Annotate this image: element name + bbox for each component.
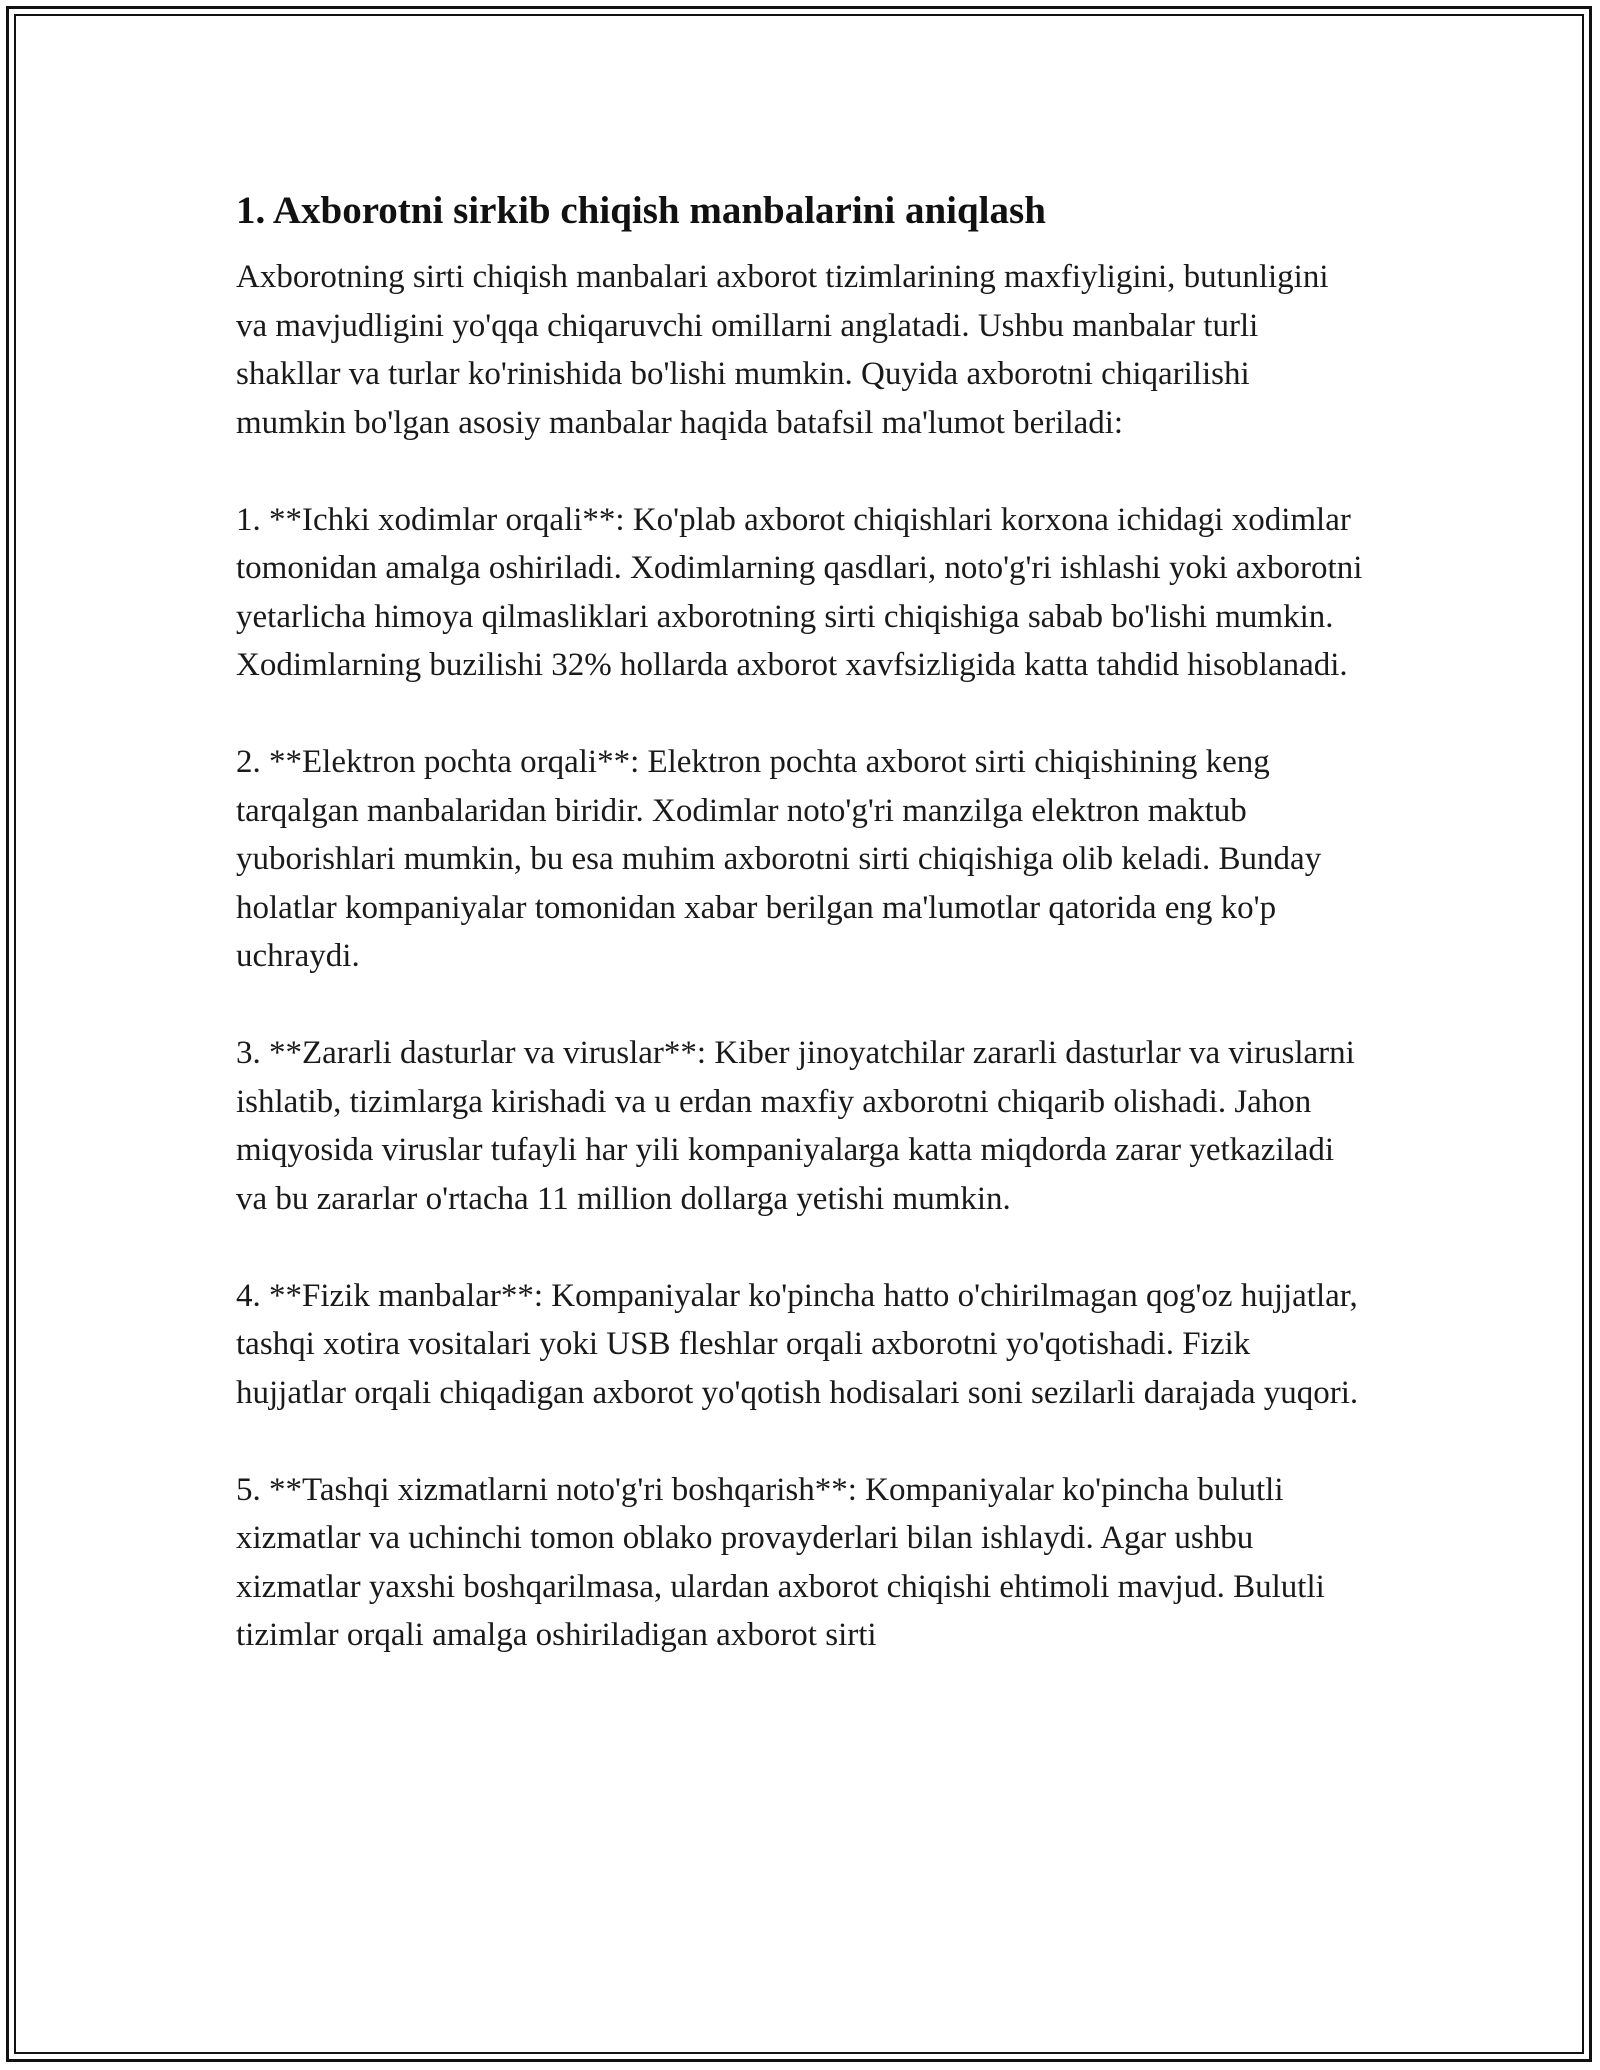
list-item-email: 2. **Elektron pochta orqali**: Elektron pochta axborot sirti chiqishining keng tarqalgan manbalaridan biridir. Xodimlar noto'g'ri manzilga elektron maktub yuborishlari mumkin, bu esa muhim axborotni sirti chiqishiga olib keladi. Bunday holatlar kompaniyalar tomonidan xabar berilgan ma'lumotlar qatorida eng ko'p uchraydi. [236, 744, 1322, 974]
list-item-external-services: 5. **Tashqi xizmatlarni noto'g'ri boshqarish**: Kompaniyalar ko'pincha bulutli xizmatlar va uchinchi tomon oblako provayderlari bilan ishlaydi. Agar ushbu xizmatlar yaxshi boshqarilmasa, ulardan axborot chiqishi ehtimoli mavjud. Bulutli tizimlar orqali amalga oshiriladigan axborot sirti [236, 1471, 1325, 1653]
section-heading: 1. Axborotni sirkib chiqish manbalarini aniqlash [236, 189, 1046, 232]
document-body [236, 185, 1366, 1708]
list-item-malware: 3. **Zararli dasturlar va viruslar**: Kiber jinoyatchilar zararli dasturlar va viruslarni ishlatib, tizimlarga kirishadi va u erdan maxfiy axborotni chiqarib olishadi. Jahon miqyosida viruslar tufayli har yili kompaniyalarga katta miqdorda zarar yetkaziladi va bu zararlar o'rtacha 11 million dollarga yetishi mumkin. [236, 1035, 1355, 1217]
intro-paragraph: Axborotning sirti chiqish manbalari axborot tizimlarining maxfiyligini, butunligini va mavjudligini yo'qqa chiqaruvchi omillarni anglatadi. Ushbu manbalar turli shakllar va turlar ko'rinishida bo'lishi mumkin. Quyida axborotni chiqarilishi mumkin bo'lgan asosiy manbalar haqida batafsil ma'lumot beriladi: [236, 259, 1329, 441]
list-item-physical-sources: 4. **Fizik manbalar**: Kompaniyalar ko'pincha hatto o'chirilmagan qog'oz hujjatlar, tashqi xotira vositalari yoki USB fleshlar orqali axborotni yo'qotishadi. Fizik hujjatlar orqali chiqadigan axborot yo'qotish hodisalari soni sezilarli darajada yuqori. [236, 1277, 1359, 1411]
list-item-internal-staff: 1. **Ichki xodimlar orqali**: Ko'plab axborot chiqishlari korxona ichidagi xodimlar tomonidan amalga oshiriladi. Xodimlarning qasdlari, noto'g'ri ishlashi yoki axborotni yetarlicha himoya qilmasliklari axborotning sirti chiqishiga sabab bo'lishi mumkin. Xodimlarning buzilishi 32% hollarda axborot xavfsizligida katta tahdid hisoblanadi. [236, 501, 1363, 683]
